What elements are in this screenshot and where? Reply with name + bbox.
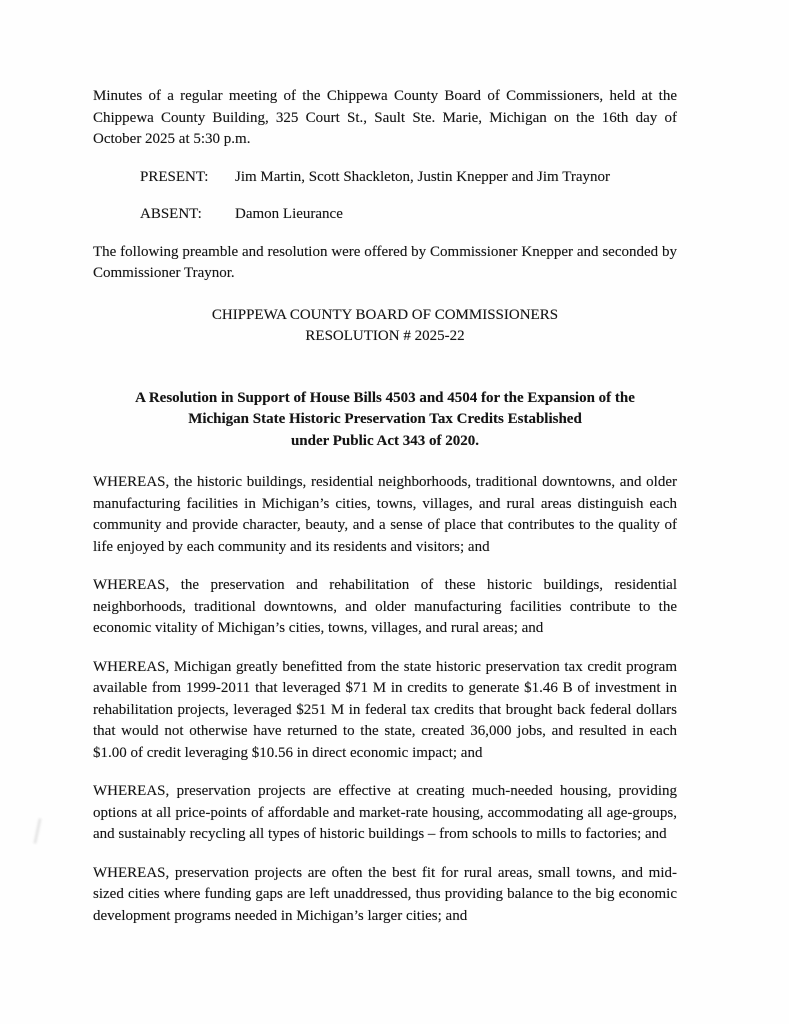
absent-names: Damon Lieurance (235, 206, 343, 222)
attendance-present (93, 167, 677, 189)
resolution-title-line1: A Resolution in Support of House Bills 4503 and 4504 for the Expansion of the (135, 389, 635, 406)
whereas-clause-2: WHEREAS, the preservation and rehabilitation of these historic buildings, residential neighborhoods, traditional downtowns, and older manufacturing facilities contribute to the economic vitality of Michigan’s cities, towns, villages, and rural areas; and (93, 577, 677, 636)
present-names: Jim Martin, Scott Shackleton, Justin Knepper and Jim Traynor (235, 168, 610, 185)
present-label: PRESENT: (140, 168, 209, 185)
absent-label: ABSENT: (140, 206, 202, 222)
whereas-clause-4: WHEREAS, preservation projects are effective at creating much-needed housing, providing options at all price-points of affordable and market-rate housing, accommodating all age-groups, and sustainably recycling all types of historic buildings – from schools to mills to factories; and (93, 783, 677, 842)
whereas-clause-1: WHEREAS, the historic buildings, residential neighborhoods, traditional downtowns, and older manufacturing facilities in Michigan’s cities, towns, villages, and rural areas distinguish each community and provide character, beauty, and a sense of place that contributes to the quality of life enjoyed by each community and its residents and visitors; and (93, 474, 677, 555)
intro-paragraph: Minutes of a regular meeting of the Chippewa County Board of Commissioners, held at the Chippewa County Building, 325 Court St., Sault Ste. Marie, Michigan on the 16th day of October 2025 at 5:30 p.m. (93, 88, 677, 147)
scan-artifact (33, 818, 41, 844)
preamble-paragraph: The following preamble and resolution were offered by Commissioner Knepper and seconded by Commissioner Traynor. (93, 243, 677, 281)
board-heading-line1: CHIPPEWA COUNTY BOARD OF COMMISSIONERS (211, 306, 559, 323)
resolution-title-line3: under Public Act 343 of 2020. (290, 432, 480, 449)
resolution-title-line2: Michigan State Historic Preservation Tax Credits Established (188, 411, 582, 427)
attendance-absent (93, 204, 677, 226)
resolution-title (93, 388, 677, 453)
resolution-number: RESOLUTION # 2025-22 (305, 328, 465, 344)
whereas-clause-3: WHEREAS, Michigan greatly benefitted from the state historic preservation tax credit program available from 1999-2011 that leveraged $71 M in credits to generate $1.46 B of investment in rehabilitation projects, leveraged $251 M in federal tax credits that brought back federal dollars that would not otherwise have returned to the state, created 36,000 jobs, and resulted in each $1.00 of credit leveraging $10.56 in direct economic impact; and (93, 658, 677, 761)
whereas-clause-5: WHEREAS, preservation projects are often the best fit for rural areas, small towns, and mid-sized cities where funding gaps are left unaddressed, thus providing balance to the big economic development programs needed in Michigan’s larger cities; and (93, 864, 677, 924)
board-heading (93, 305, 677, 348)
